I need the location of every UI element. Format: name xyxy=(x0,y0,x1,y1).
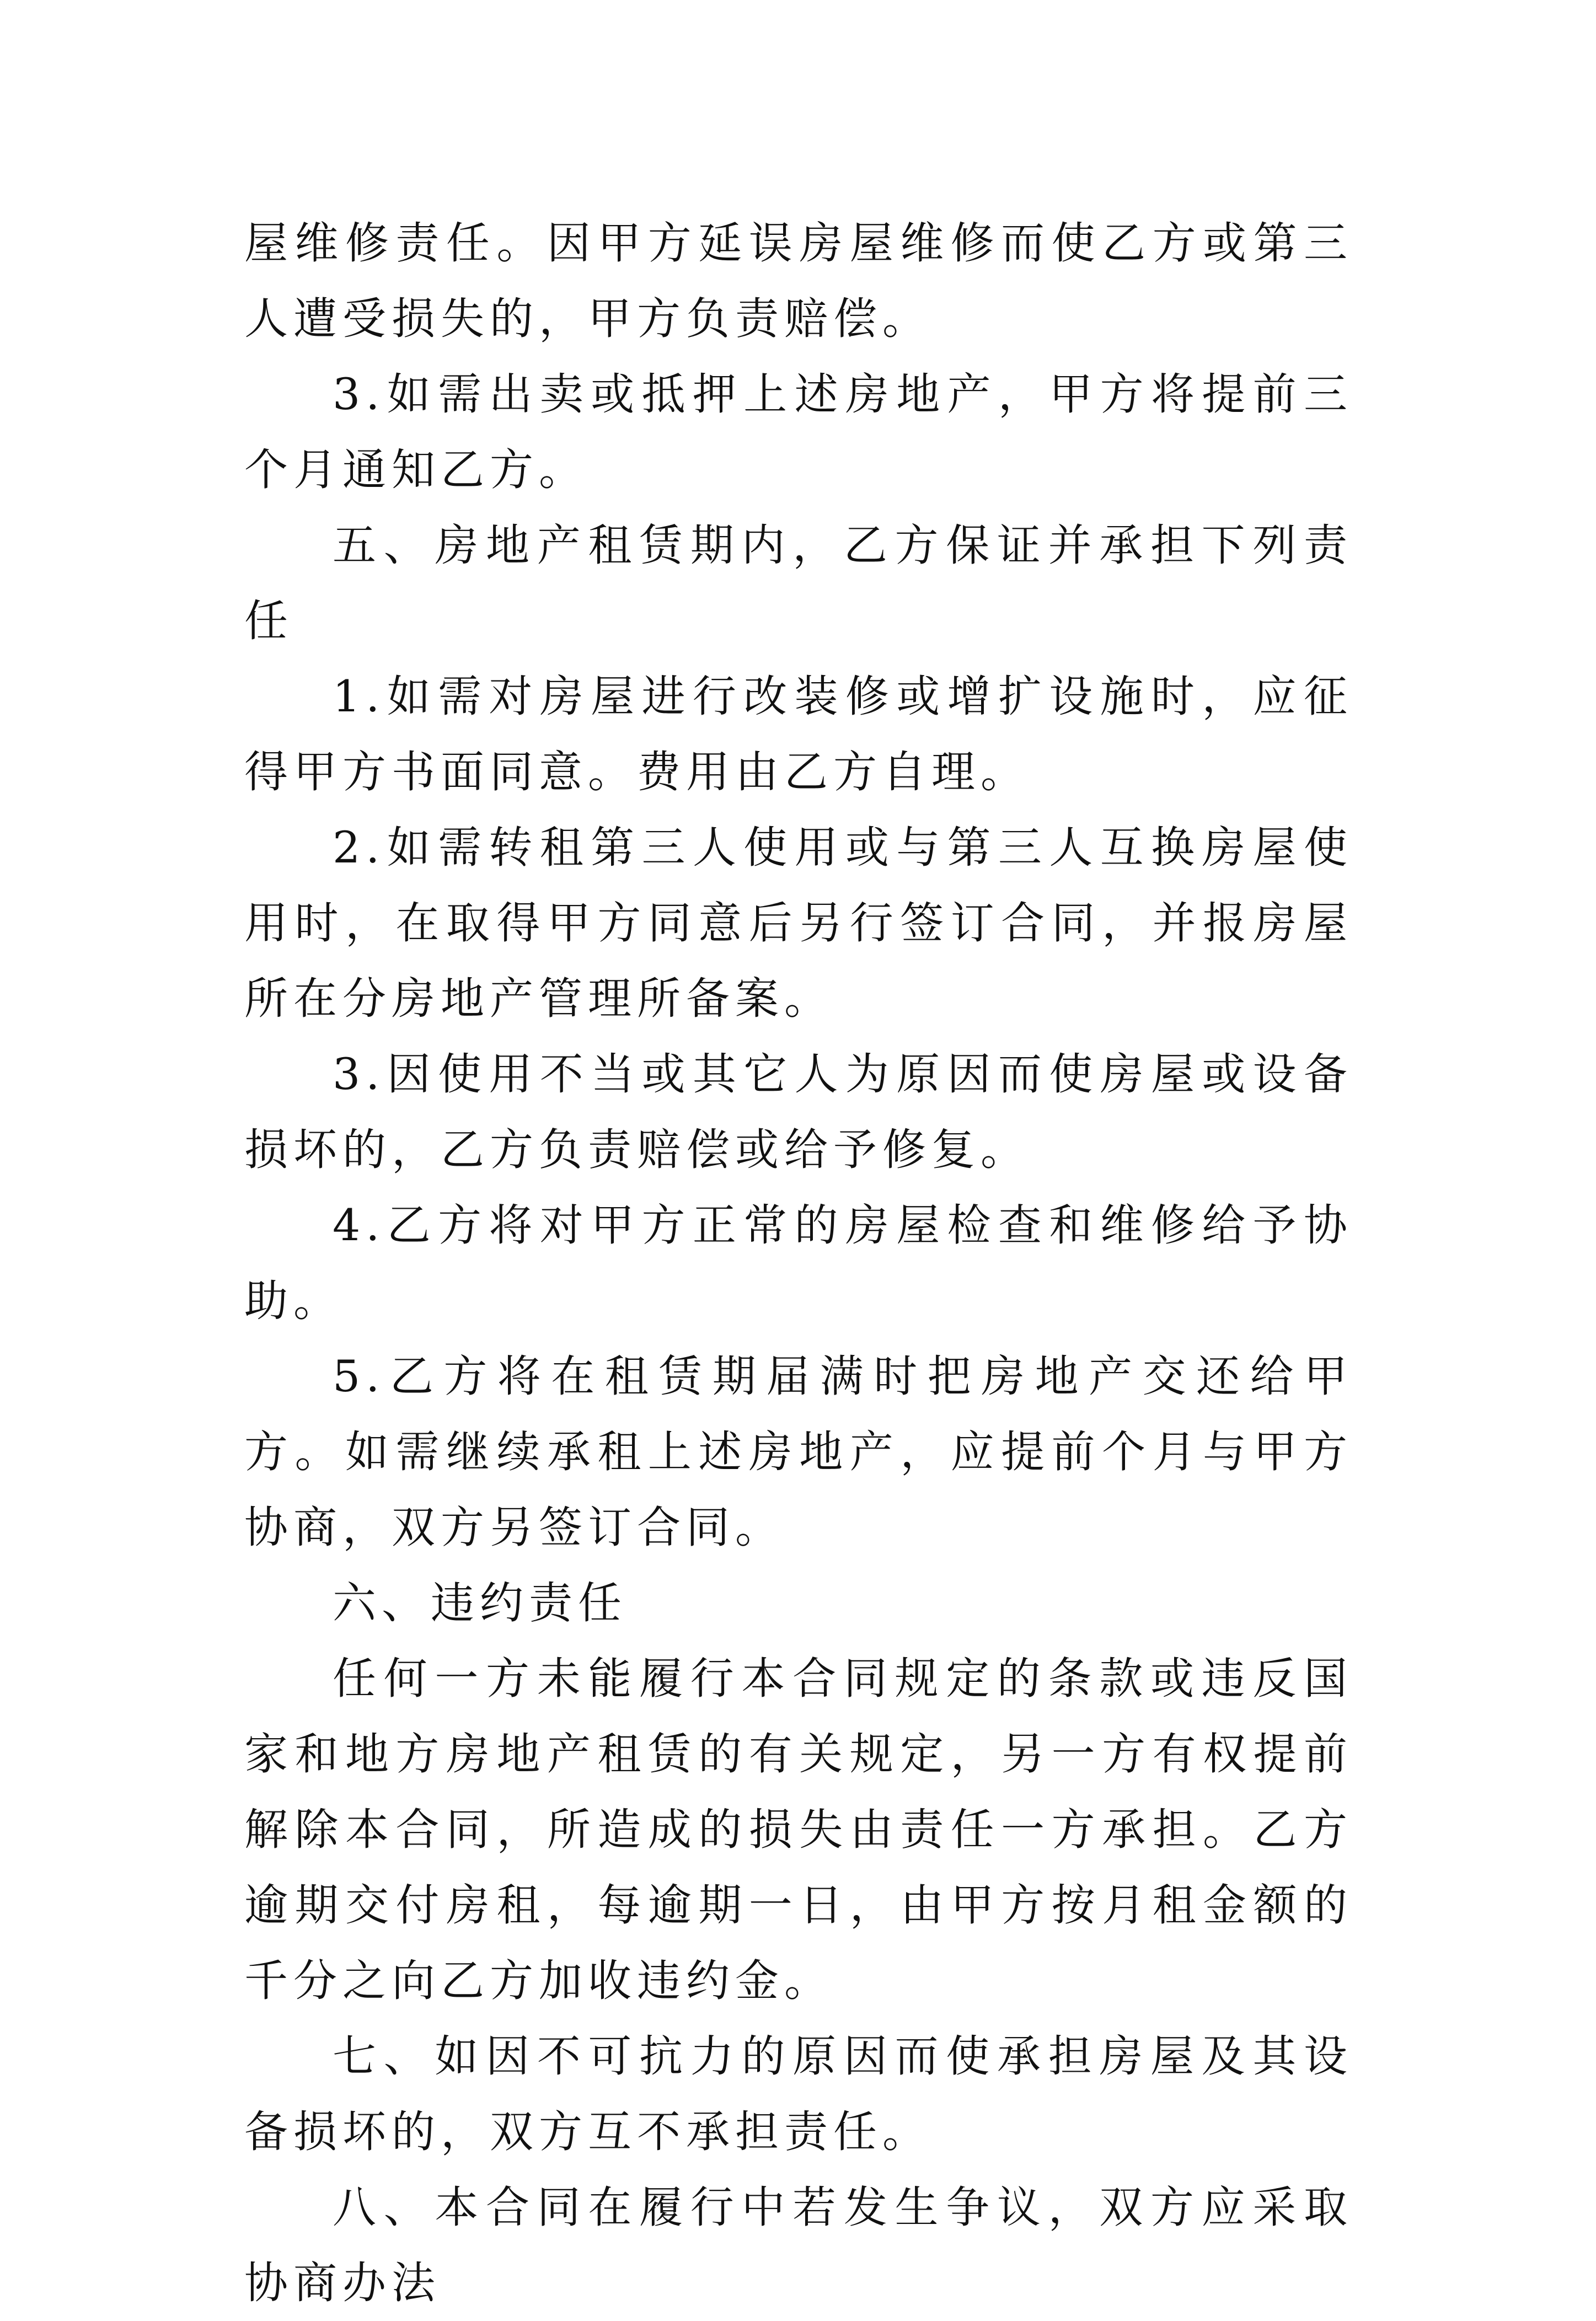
paragraph-sublet-exchange: 2.如需转租第三人使用或与第三人互换房屋使用时，在取得甲方同意后另行签订合同，并报房屋所在分房地产管理所备案。 xyxy=(244,822,1353,1024)
paragraph-renovation-consent: 1.如需对房屋进行改装修或增扩设施时，应征得甲方书面同意。费用由乙方自理。 xyxy=(244,671,1353,797)
paragraph-repair-liability-continued: 屋维修责任。因甲方延误房屋维修而使乙方或第三人遭受损失的，甲方负责赔偿。 xyxy=(244,218,1353,344)
section-heading-tenant-responsibilities: 五、房地产租赁期内，乙方保证并承担下列责任 xyxy=(244,520,1353,646)
paragraph-damage-compensation: 3.因使用不当或其它人为原因而使房屋或设备损坏的，乙方负责赔偿或给予修复。 xyxy=(244,1049,1353,1175)
section-heading-breach-liability: 六、违约责任 xyxy=(333,1578,627,1628)
paragraph-breach-terms: 任何一方未能履行本合同规定的条款或违反国家和地方房地产租赁的有关规定，另一方有权提前解除本合同，所造成的损失由责任一方承担。乙方逾期交付房租，每逾期一日，由甲方按月租金额的千分之向乙方加收违约金。 xyxy=(244,1653,1353,2006)
paragraph-sale-mortgage-notice: 3.如需出卖或抵押上述房地产，甲方将提前三个月通知乙方。 xyxy=(244,369,1353,495)
paragraph-return-renewal: 5.乙方将在租赁期届满时把房地产交还给甲方。如需继续承租上述房地产，应提前个月与甲方协商，双方另签订合同。 xyxy=(244,1351,1353,1553)
section-force-majeure: 七、如因不可抗力的原因而使承担房屋及其设备损坏的，双方互不承担责任。 xyxy=(244,2031,1353,2157)
section-dispute-resolution: 八、本合同在履行中若发生争议，双方应采取协商办法 xyxy=(244,2182,1353,2308)
paragraph-inspection-assistance: 4.乙方将对甲方正常的房屋检查和维修给予协助。 xyxy=(244,1200,1353,1326)
document-body xyxy=(244,206,1353,2321)
